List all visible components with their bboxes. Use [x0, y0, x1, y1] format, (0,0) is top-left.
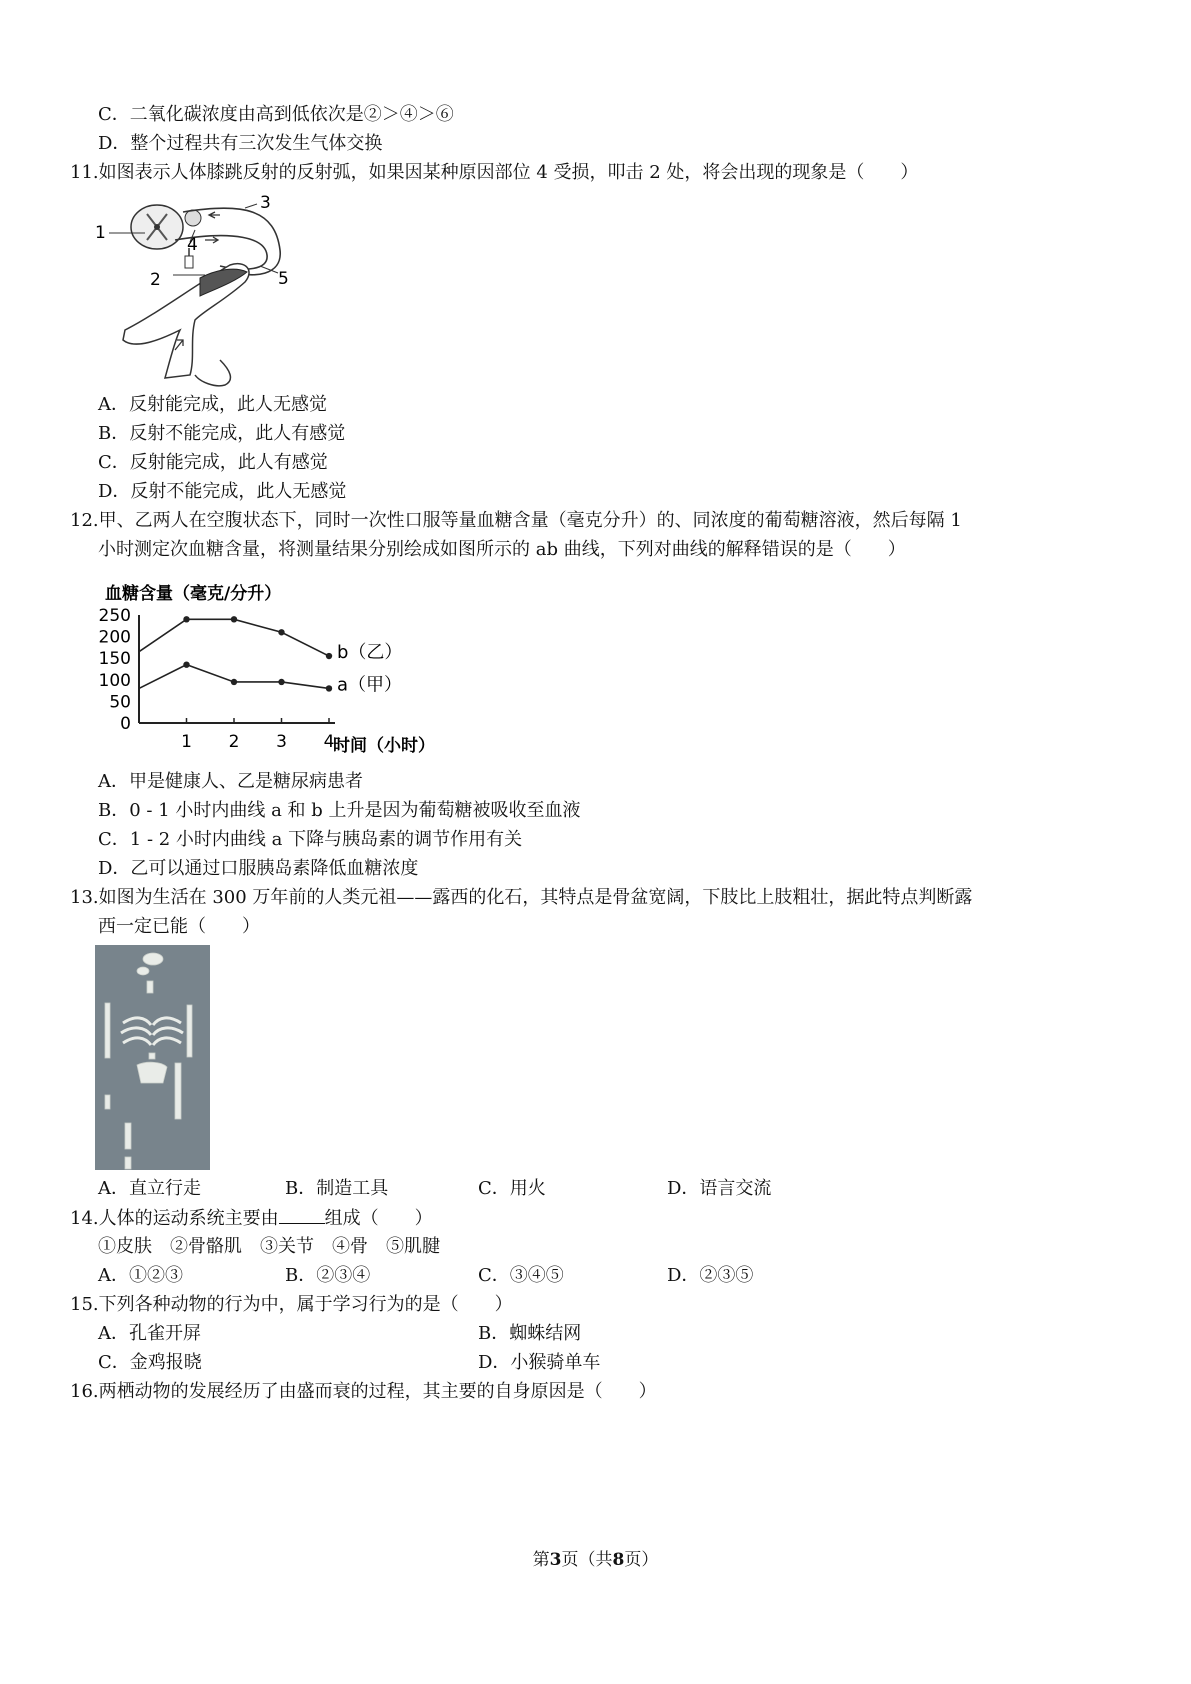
q11-option-a: A．反射能完成，此人无感觉 — [98, 394, 327, 415]
footer-pre: 第 — [532, 1550, 550, 1570]
q11-option-c: C．反射能完成，此人有感觉 — [98, 452, 328, 473]
figure-label-3: 3 — [260, 193, 271, 213]
question-12-stem-line1: 12.甲、乙两人在空腹状态下，同时一次性口服等量血糖含量（毫克分升）的、同浓度的葡萄糖溶液，然后每隔 1 — [70, 510, 962, 531]
footer-post: 页） — [624, 1550, 659, 1570]
figure-label-1: 1 — [95, 223, 106, 243]
q14-stem-before: 14.人体的运动系统主要由 — [70, 1208, 279, 1229]
q14-option-b: B．②③④ — [285, 1265, 371, 1286]
q14-option-d: D．②③⑤ — [667, 1265, 754, 1286]
q13-option-c: C．用火 — [478, 1178, 546, 1199]
q14-items: ①皮肤 ②骨骼肌 ③关节 ④骨 ⑤肌腱 — [98, 1236, 440, 1257]
figure-label-5: 5 — [278, 269, 289, 289]
knee-reflex-arc-diagram — [95, 190, 310, 390]
q13-option-d: D．语言交流 — [667, 1178, 772, 1199]
footer-page-number: 3 — [549, 1550, 562, 1570]
fill-blank — [279, 1207, 325, 1224]
data-point — [183, 616, 189, 622]
figure-label-4: 4 — [187, 235, 198, 255]
data-point — [278, 629, 284, 635]
q15-option-b: B．蜘蛛结网 — [478, 1323, 582, 1344]
q15-option-d: D．小猴骑单车 — [478, 1352, 601, 1373]
y-tick-label: 0 — [120, 714, 131, 734]
q11-option-d: D．反射不能完成，此人无感觉 — [98, 481, 347, 502]
data-point — [231, 616, 237, 622]
q12-option-c: C．1 - 2 小时内曲线 a 下降与胰岛素的调节作用有关 — [98, 829, 523, 850]
data-point — [326, 653, 332, 659]
x-tick-label: 4 — [323, 732, 335, 752]
q13-option-a: A．直立行走 — [98, 1178, 201, 1199]
data-point — [326, 685, 332, 691]
option-c-prev: C．二氧化碳浓度由高到低依次是②＞④＞⑥ — [98, 104, 454, 125]
q14-option-c: C．③④⑤ — [478, 1265, 564, 1286]
q12-option-d: D．乙可以通过口服胰岛素降低血糖浓度 — [98, 858, 419, 879]
question-15-stem: 15.下列各种动物的行为中，属于学习行为的是（ ） — [70, 1294, 513, 1315]
chart-xlabel: 时间（小时） — [333, 736, 435, 756]
data-point — [231, 679, 237, 685]
x-tick-label: 3 — [276, 732, 287, 752]
x-tick-label: 1 — [181, 732, 192, 752]
q11-option-b: B．反射不能完成，此人有感觉 — [98, 423, 346, 444]
data-point — [183, 661, 189, 667]
x-tick-label: 2 — [228, 732, 240, 752]
q14-stem-after: 组成（ ） — [324, 1208, 433, 1229]
y-tick-label: 150 — [98, 649, 131, 670]
q12-option-a: A．甲是健康人、乙是糖尿病患者 — [98, 771, 363, 792]
footer-total-pages: 8 — [612, 1550, 625, 1570]
blood-sugar-chart — [95, 575, 455, 760]
series-label: a（甲） — [337, 674, 403, 696]
series-line — [139, 619, 329, 656]
question-13-stem-line1: 13.如图为生活在 300 万年前的人类元祖——露西的化石，其特点是骨盆宽阔，下肢比上肢粗壮，据此特点判断露 — [70, 887, 973, 908]
data-point — [278, 679, 284, 685]
y-tick-label: 50 — [109, 692, 131, 713]
q12-option-b: B．0 - 1 小时内曲线 a 和 b 上升是因为葡萄糖被吸收至血液 — [98, 800, 581, 821]
page-footer — [0, 1545, 1191, 1570]
chart-ylabel: 血糖含量（毫克/分升） — [105, 584, 282, 604]
y-tick-label: 100 — [98, 670, 131, 691]
series-label: b（乙） — [337, 642, 403, 664]
y-tick-label: 200 — [98, 627, 131, 648]
lucy-fossil-photo — [95, 945, 210, 1170]
q13-option-b: B．制造工具 — [285, 1178, 389, 1199]
question-14-stem — [70, 1207, 433, 1230]
y-tick-label: 250 — [98, 606, 131, 626]
question-12-stem-line2: 小时测定次血糖含量，将测量结果分别绘成如图所示的 ab 曲线，下列对曲线的解释错误的是（ ） — [98, 539, 906, 560]
q15-option-c: C．金鸡报晓 — [98, 1352, 202, 1373]
q14-option-a: A．①②③ — [98, 1265, 183, 1286]
question-13-stem-line2: 西一定已能（ ） — [98, 916, 260, 937]
option-d-prev: D．整个过程共有三次发生气体交换 — [98, 133, 383, 154]
q15-option-a: A．孔雀开屏 — [98, 1323, 201, 1344]
question-16-stem: 16.两栖动物的发展经历了由盛而衰的过程，其主要的自身原因是（ ） — [70, 1381, 657, 1402]
figure-label-2: 2 — [150, 270, 161, 290]
question-11-stem: 11.如图表示人体膝跳反射的反射弧，如果因某种原因部位 4 受损，叩击 2 处，将会出现的现象是（ ） — [70, 162, 919, 183]
footer-mid: 页（共 — [561, 1550, 613, 1570]
